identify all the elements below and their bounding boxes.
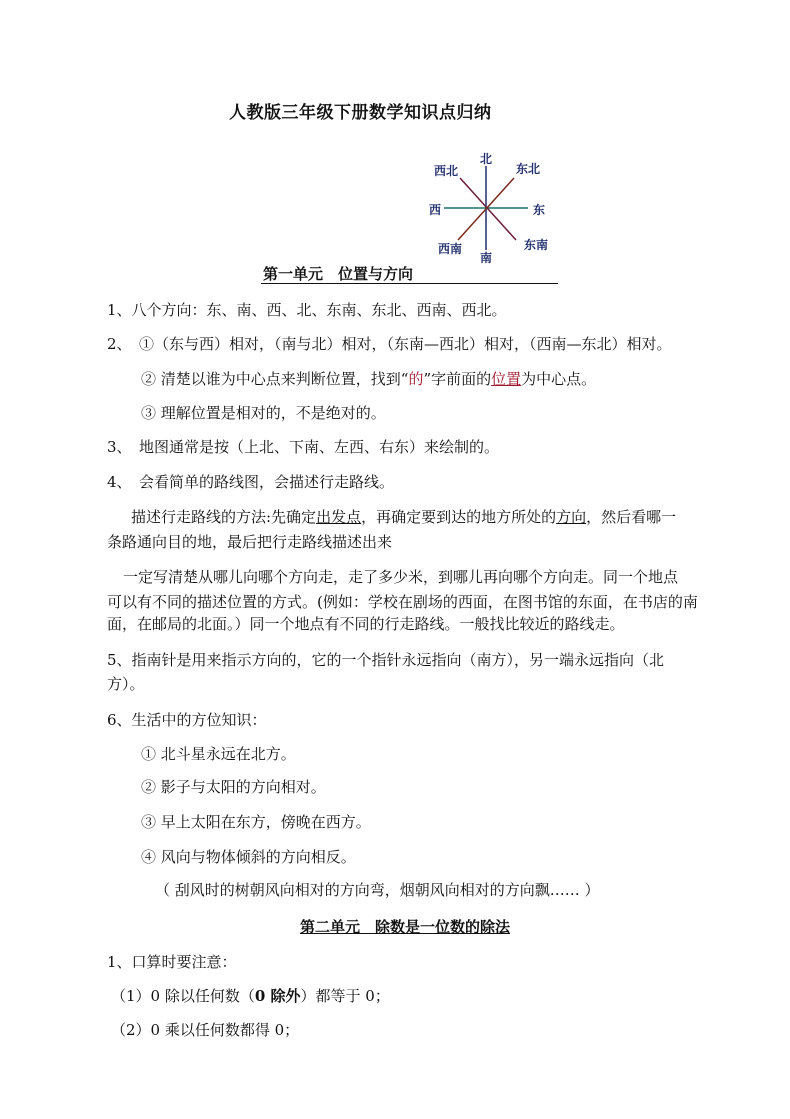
route-method-line1	[131, 507, 676, 527]
unit2-item-1a-pre: （1）0 除以任何数（	[111, 987, 255, 1005]
unit1-heading-text: 第一单元 位置与方向	[263, 265, 414, 283]
unit2-item-1: 1、口算时要注意：	[107, 953, 237, 971]
route-method-start: 出发点	[316, 508, 362, 526]
unit1-item-6b: ② 影子与太阳的方向相对。	[141, 778, 326, 796]
unit1-item-6a: ① 北斗星永远在北方。	[141, 745, 296, 763]
compass-southwest-label: 西南	[438, 242, 463, 256]
route-method-mid: ，再确定要到达的地方所处的	[361, 508, 557, 526]
unit2-heading: 第二单元 除数是一位数的除法	[300, 918, 511, 936]
page-title: 人教版三年级下册数学知识点归纳	[229, 103, 492, 123]
compass-diagram	[420, 148, 560, 266]
compass-nw-se-line	[460, 178, 516, 240]
compass-east-label: 东	[533, 203, 546, 217]
route-method-line2: 条路通向目的地，最后把行走路线描述出来	[107, 533, 393, 551]
compass-north-label: 北	[480, 152, 493, 166]
unit1-item-1: 1、八个方向：东、南、西、北、东南、东北、西南、西北。	[107, 301, 507, 319]
route-note-line3: 面，在邮局的北面。）同一个地点有不同的行走路线。一般找比较近的路线走。	[107, 615, 625, 633]
unit1-item-2b-de: 的	[408, 370, 424, 388]
compass-southeast-label: 东南	[524, 238, 549, 252]
compass-northeast-label: 东北	[516, 162, 541, 176]
unit1-item-6e: （ 刮风时的树朝风向相对的方向弯，烟朝风向相对的方向飘…… ）	[155, 881, 600, 899]
route-note-line2: 可以有不同的描述位置的方式。(例如：学校在剧场的西面，在图书馆的东面，在书店的南	[107, 593, 698, 611]
unit1-item-2b-position: 位置	[491, 370, 522, 388]
unit2-item-1b: （2）0 乘以任何数都得 0；	[111, 1021, 300, 1039]
unit1-item-2b	[141, 369, 596, 389]
compass-west-label: 西	[429, 203, 442, 217]
unit1-item-4: 4、 会看简单的路线图，会描述行走路线。	[107, 473, 395, 491]
unit1-item-2b-mid: ”字前面的	[423, 370, 492, 388]
unit1-item-6: 6、生活中的方位知识：	[107, 711, 267, 729]
unit2-item-1a-post: ）都等于 0；	[300, 987, 390, 1005]
unit1-item-2b-pre: ② 清楚以谁为中心点来判断位置，找到“	[141, 370, 409, 388]
compass-south-label: 南	[480, 251, 493, 265]
unit1-item-6c: ③ 早上太阳在东方，傍晚在西方。	[141, 813, 371, 831]
unit2-item-1a	[111, 986, 390, 1006]
route-method-direction: 方向	[556, 508, 587, 526]
unit1-heading	[263, 263, 413, 284]
route-note-line1: 一定写清楚从哪儿向哪个方向走，走了多少米，到哪儿再向哪个方向走。同一个地点	[123, 568, 679, 586]
unit2-item-1a-bold: 0 除外	[254, 987, 301, 1005]
compass-northwest-label: 西北	[434, 164, 459, 178]
route-method-pre: 描述行走路线的方法:先确定	[131, 508, 317, 526]
unit1-heading-rule	[261, 283, 558, 284]
unit1-item-3: 3、 地图通常是按（上北、下南、左西、右东）来绘制的。	[107, 438, 500, 456]
unit1-item-2: 2、 ①（东与西）相对，（南与北）相对，（东南—西北）相对，（西南—东北）相对。	[107, 335, 672, 353]
unit1-item-5-line2: 方）。	[107, 675, 145, 693]
unit1-item-6d: ④ 风向与物体倾斜的方向相反。	[141, 848, 356, 866]
unit1-item-2b-post: 为中心点。	[521, 370, 597, 388]
unit1-item-5-line1: 5、指南针是用来指示方向的，它的一个指针永远指向（南方），另一端永远指向（北	[107, 651, 665, 669]
unit1-item-2c: ③ 理解位置是相对的，不是绝对的。	[141, 404, 386, 422]
route-method-post: ，然后看哪一	[586, 508, 677, 526]
